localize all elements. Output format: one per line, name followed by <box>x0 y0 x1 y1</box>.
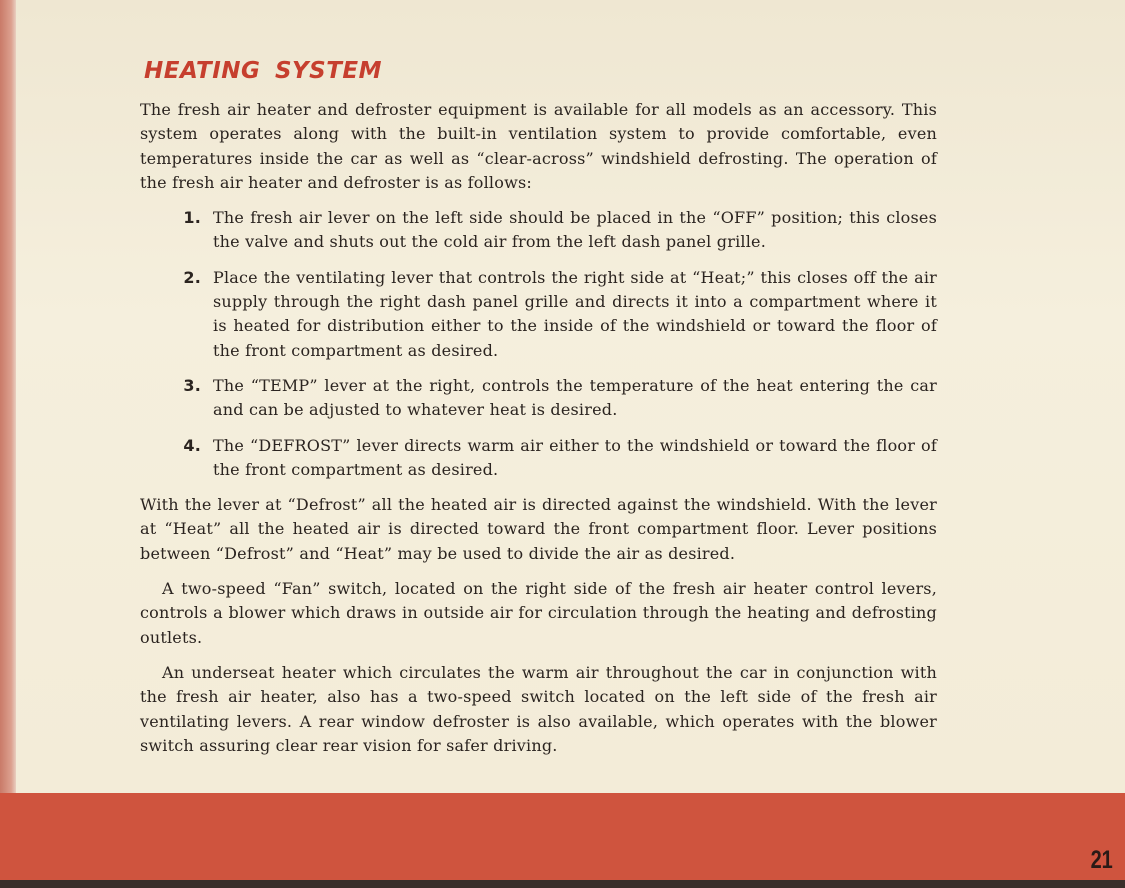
footer-band <box>0 793 1125 880</box>
step-item <box>140 206 937 255</box>
step-item <box>140 434 937 483</box>
defrost-paragraph: With the lever at “Defrost” all the heated air is directed against the windshield. With the lever at “Heat” all the heated air is directed toward the front compartment floor. Lever positions between “Defrost” and “Heat” may be used to divide the air as desired. <box>140 495 937 563</box>
intro-paragraph: The fresh air heater and defroster equipment is available for all models as an accessory. This system operates along with the built-in ventilation system to provide comfortable, even temperatures inside the car as well as “clear-across” windshield defrosting. The operation of the fresh air heater and defroster is as follows: <box>140 100 937 192</box>
step-number: 3. <box>183 375 201 395</box>
step-number: 2. <box>183 267 201 287</box>
step-number: 1. <box>183 208 201 228</box>
step-item <box>140 374 937 423</box>
underseat-heater-paragraph: An underseat heater which circulates the warm air throughout the car in conjunction with the fresh air heater, also has a two-speed switch located on the left side of the fresh air ventilating levers. A rear window defroster is also available, which operates with the blower switch assuring clear rear vision for safer driving. <box>140 662 937 755</box>
page-edge <box>0 880 1125 888</box>
step-text: The fresh air lever on the left side should be placed in the “OFF” position; this closes the valve and shuts out the cold air from the left dash panel grille. <box>213 208 937 252</box>
step-text: The “TEMP” lever at the right, controls the temperature of the heat entering the car and can be adjusted to whatever heat is desired. <box>213 375 937 420</box>
step-text: The “DEFROST” lever directs warm air either to the windshield or toward the floor of the front compartment as desired. <box>213 435 937 479</box>
fan-paragraph: A two-speed “Fan” switch, located on the right side of the fresh air heater control levers, controls a blower which draws in outside air for circulation through the heating and defrosting outlets. <box>140 579 937 647</box>
step-item <box>140 266 937 363</box>
body-text <box>140 98 937 769</box>
section-title: HEATING SYSTEM <box>144 58 383 84</box>
step-number: 4. <box>183 435 201 455</box>
step-text: Place the ventilating lever that controls the right side at “Heat;” this closes off the air supply through the right dash panel grille and directs it into a compartment where it is heated for distribution either to the inside of the windshield or toward the floor of the front compartment as desired. <box>213 267 937 360</box>
page-number: 21 <box>1090 846 1113 874</box>
page-spine <box>0 0 16 888</box>
